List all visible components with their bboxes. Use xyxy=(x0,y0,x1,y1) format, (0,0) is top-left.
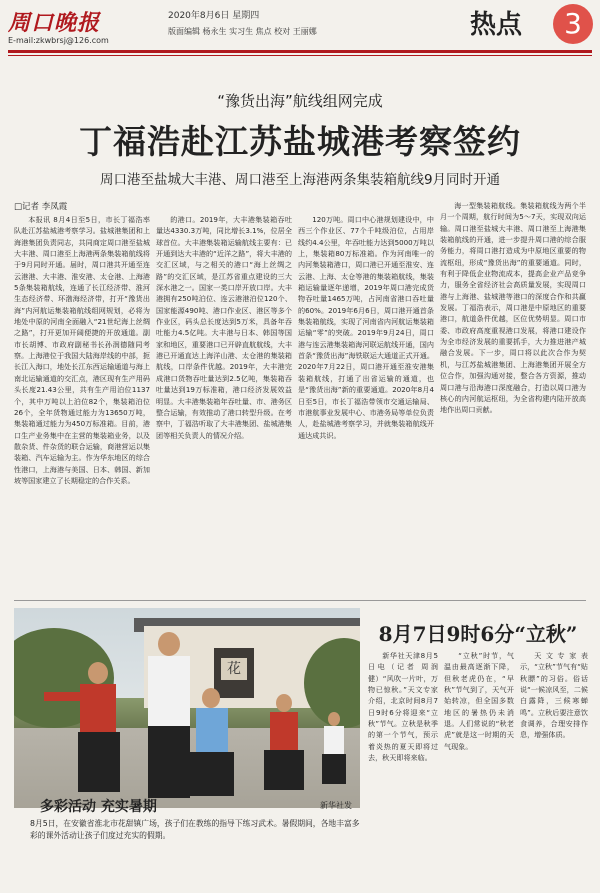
article-paragraph: 的港口。2019年，大丰港集装箱吞吐量达4330.3万吨，同比增长3.1%，位居全球首位。大丰港集装箱运输航线主要有：已开通到达大丰港的“近洋之路”，将大丰港的交汇区域，与之相关的港口“海上丝绸之路”的交汇区域，是江苏省重点建设的三大深水港之一。国家一类口岸开放口岸。大丰港拥有250吨泊位、连云港港泊位120个、国家能源490吨、港口作业区、港区等多个作业区，码头总长度达到5万米，具备年吞吐能力4.5亿吨。大丰港与日本、韩国等国家和地区，重要港口已开辟直航航线，大丰港已开通直达上海洋山港、太仓港的集装箱航线，口岸条件优越。2019年，大丰港完成港口货物吞吐量达到2.5亿吨，集装箱吞吐量达到19万标准箱，港口经济发展效益明显。大丰港集装箱年吞吐量、市、港务区整合运输，有效推动了港口转型升级。在考察中，丁福浩听取了大丰港集团、盐城港集团等相关负责人的情况介绍。 xyxy=(156,215,292,440)
article-paragraph: 本报讯 8月4日至5日，市长丁福浩率队赴江苏盐城港考察学习。盐城港集团和上海港集团负责同志，共同商定周口港至盐城大丰港、周口港至上海港两条集装箱航线将于9月同时开通。届时，周口港共开通至连云港港、大丰港、淮安港、太仓港、上海港5条集装箱航线，连通了长江经济带、淮河生态经济带、环渤海经济带，打开“豫货出海”内河航运集装箱航线组网规划，必将为地处中原的河南全面融入“21世纪海上丝绸之路”，打开更加开阔便捷的开放通道。副市长胡博、市政府副秘书长孙润德随同考察。上海港位于我国大陆海岸线的中部，扼长江入海口，地处长江东西运输通道与海上南北运输通道的交汇点，港区现有生产用码头长度21.43公里，共有生产用泊位1137个，其中万吨以上泊位82个，集装箱泊位26个，全年货物通过能力为13650万吨，集装箱通过能力为450万标准箱。目前，港口生产业务集中在主营的集装箱业务，以及散杂货、件杂货的联合运输，商港营运以集装箱、汽车运输为主。作为华东地区的综合性港口，上海港与美国、日本、韩国、新加坡等国家建立了长期稳定的合作关系。 xyxy=(14,215,150,485)
article2-column-2 xyxy=(444,650,514,886)
article-column-3 xyxy=(298,214,434,594)
article2-paragraph: 新华社天津8月5日电（记者 周润健）“风吹一片叶，万物已惊秋。”天文专家介绍，北京时间8月7日9时6分将迎来“立秋”节气。立秋是秋季的第一个节气，预示着炎热的夏天即将过去，秋天即将来临。 xyxy=(368,651,438,763)
page-number-badge: 3 xyxy=(553,4,593,44)
section-divider xyxy=(14,600,586,601)
contact-email[interactable]: E-mail:zkwbrsj@126.com xyxy=(8,36,109,45)
photo-caption: 8月5日，在安徽省淮北市花甜镇广场，孩子们在教练的指导下练习武术。暑假期间，各地丰富多彩的课外活动让孩子们度过充实的假期。 xyxy=(30,819,360,840)
article-paragraph: 海一型集装箱航线。集装箱航线为两个半月一个周期，航行时间为5～7天，实现双向运输。周口港至盐城大丰港、周口港至上海港集装箱航线的开通，进一步提升周口港的综合服务能力，将周口港打造成为中原地区重要的物流枢纽，形成“豫货出海”的重要通道。同时，有利于降低企业物流成本，提高企业产品竞争力，服务全省经济社会高质量发展，实现周口港与上海港、盐城港等港口的深度合作和共赢发展。丁福浩表示，周口港是中原地区的重要港口，航道条件优越，区位优势明显。周口市委、市政府高度重视港口发展，将港口建设作为全市经济发展的重要抓手，大力推进港产城融合发展。下一步，周口将以此次合作为契机，与江苏盐城港集团、上海港集团开展全方位合作，加强沟通对接，整合各方资源，推动周口港与沿海港口深度融合，打造以周口港为核心的内河航运枢纽，为全省构建内陆开放高地作出周口贡献。 xyxy=(440,201,586,415)
article-subhead: 周口港至盐城大丰港、周口港至上海港两条集装箱航线9月同时开通 xyxy=(99,172,501,188)
newspaper-logo: 周口晚报 xyxy=(8,10,101,36)
article2-paragraph: “立秋”时节，气温由最高逐渐下降，但秋老虎仍在，“早秋”节气到了，天气开始转凉，但全国多数地区的暑热仍未消退。人们常说的“秋老虎”就是这一时期的天气现象。 xyxy=(444,651,514,751)
section-title: 热点 xyxy=(470,10,523,40)
article-column-2 xyxy=(156,214,292,594)
article-paragraph: 120万吨。周口中心港规划建设中，中西三个作业区、77个千吨级泊位，占用岸线约4.4公里，年吞吐能力达到5000万吨以上，集装箱80万标准箱。作为河南唯一的内河集装箱港口，周口港已开通至淮安、连云港、上海、太仓等港的集装箱航线，集装箱运输量逐年递增，2019年周口港完成货物吞吐量1465万吨，占河南省港口吞吐量的60%。2019年6月6日，周口港开通首条集装箱航线，实现了河南省内河航运集装箱运输“零”的突破。2019年9月24日，周口港与连云港集装箱海河联运航线开通，国内首条“豫货出海”海铁联运大通道正式开通。2020年7月22日，周口港开通至淮安港集装箱航线，打通了出省运输的通道，也是“豫货出海”新的重要通道。2020年8月4日至5日，市长丁福浩带领市交通运输局、市港航事业发展中心、市港务局等单位负责人，赴盐城港考察学习，并就集装箱航线开通达成共识。 xyxy=(298,215,434,440)
photo-gate-sign: 花 xyxy=(221,658,247,680)
editor-credits: 版面编辑 杨永生 实习生 焦点 校对 王丽娜 xyxy=(168,27,317,36)
masthead xyxy=(0,0,600,70)
article2-headline: 8月7日9时6分“立秋” xyxy=(378,622,578,646)
photo-credit: 新华社发 xyxy=(320,801,352,810)
article2-column-3 xyxy=(520,650,588,886)
news-photo xyxy=(14,608,360,808)
article2-column-1 xyxy=(368,650,438,886)
article-headline: 丁福浩赴江苏盐城港考察签约 xyxy=(79,122,521,161)
photo-title: 多彩活动 充实暑期 xyxy=(40,799,157,815)
masthead-divider-thin xyxy=(8,55,592,56)
article-column-4 xyxy=(440,200,586,594)
article2-paragraph: 天文专家表示，“立秋”节气有“贴秋膘”的习俗。俗话说“一候凉风至，二候白露降，三候寒蝉鸣”。立秋后要注意饮食调养，合理安排作息，增强体质。 xyxy=(520,651,588,740)
article-kicker: “豫货出海”航线组网完成 xyxy=(217,92,383,110)
article-column-1 xyxy=(14,214,150,594)
issue-date: 2020年8月6日 星期四 xyxy=(168,11,260,21)
article-byline: □记者 李凤霞 xyxy=(14,202,68,212)
masthead-divider xyxy=(8,50,592,53)
